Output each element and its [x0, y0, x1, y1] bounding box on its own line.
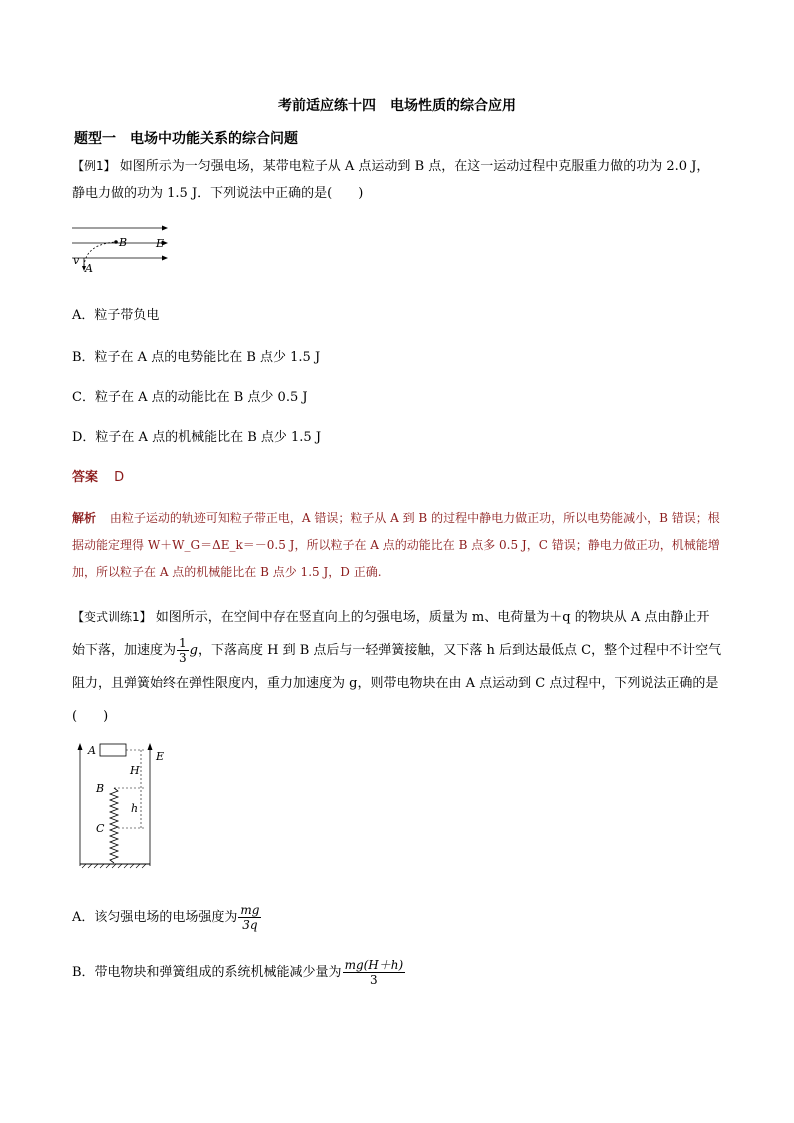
variant-1-option-b: [72, 958, 406, 987]
label-b: B: [96, 782, 105, 795]
option-a-text: A．该匀强电场的电场强度为: [72, 910, 238, 925]
spring-block-figure: [74, 738, 174, 873]
example-1-text: 如图所示为一匀强电场，某带电粒子从 A 点运动到 B 点，在这一运动过程中克服重力做的功为 2.0 J，静电力做的功为 1.5 J．下列说法中正确的是( ): [72, 159, 710, 201]
acceleration-fraction: $\frac{1}{3}$: [179, 636, 187, 665]
label-e: E: [156, 750, 165, 763]
option-b-text: B．带电物块和弹簧组成的系统机械能减少量为: [72, 965, 342, 980]
block: [100, 744, 126, 756]
section-heading: 题型一 电场中功能关系的综合问题: [74, 131, 298, 147]
variant-1-option-a: [72, 903, 262, 932]
label-c: C: [96, 822, 105, 835]
page-title: 考前适应练十四 电场性质的综合应用: [278, 98, 516, 114]
variant-1-question: [72, 601, 722, 733]
explanation: [72, 505, 722, 586]
electric-field-figure: [70, 222, 180, 282]
label-v: v: [73, 254, 80, 267]
example-1-option-b: B．粒子在 A 点的电势能比在 B 点少 1.5 J: [72, 350, 321, 365]
label-e: E: [156, 237, 165, 250]
acceleration-g: g: [189, 643, 198, 658]
answer-line: [72, 466, 124, 485]
example-1-question: [72, 153, 722, 207]
explanation-label: 解析: [72, 511, 97, 525]
label-a: A: [88, 744, 96, 757]
answer-label: 答案: [72, 470, 99, 485]
label-a: A: [85, 262, 93, 275]
label-b: B: [119, 236, 128, 249]
example-1-option-a: A．粒子带负电: [72, 308, 160, 323]
variant-1-text-part1: 如图所示，在空间中存在竖直向上的匀强电场，质量为 m、电荷量为＋q 的物块从 A 点由静止开始下落，加速度为: [72, 610, 710, 658]
variant-1-text-part2: ，下落高度 H 到 B 点后与一轻弹簧接触，又下落 h 后到达最低点 C，整个过程中不计空气阻力，且弹簧始终在弹性限度内，重力加速度为 g，则带电物块在由 A 点运动到 C 点过程中，下列说法正确的是( ): [72, 643, 722, 724]
example-1-tag: 【例1】: [72, 159, 116, 173]
example-1-option-d: D．粒子在 A 点的机械能比在 B 点少 1.5 J: [72, 430, 322, 445]
point-b-dot: [114, 240, 118, 244]
label-h-lower: h: [131, 802, 139, 815]
label-h-upper: H: [130, 764, 140, 777]
example-1-option-c: C．粒子在 A 点的动能比在 B 点少 0.5 J: [72, 390, 308, 405]
option-b-fraction: $\frac{mg(H+h)}{3}$: [344, 958, 404, 987]
ground-hatch: [82, 864, 146, 868]
option-a-fraction: $\frac{mg}{3q}$: [240, 903, 260, 932]
spring: [110, 788, 118, 863]
answer-value: D: [114, 470, 125, 485]
explanation-text: 由粒子运动的轨迹可知粒子带正电，A 错误；粒子从 A 到 B 的过程中静电力做正功，所以电势能减小，B 错误；根据动能定理得 W＋W_G＝ΔE_k＝－0.5 J，所以粒子在 A 点的动能比在 B 点多 0.5 J，C 错误；静电力做正功，机械能增加，所以粒子在 A 点的机械能比在 B 点少 1.5 J，D 正确.: [72, 511, 720, 579]
variant-1-tag: 【变式训练1】: [72, 610, 152, 624]
